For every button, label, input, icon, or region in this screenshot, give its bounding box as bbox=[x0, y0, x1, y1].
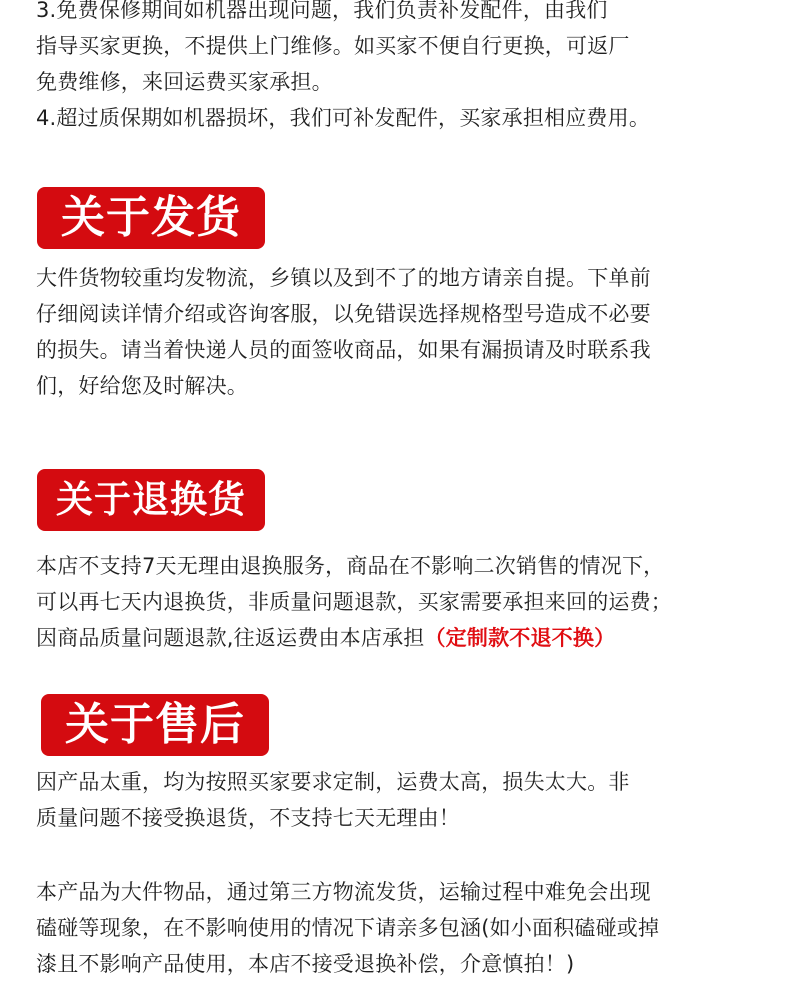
damage-line: 本产品为大件物品，通过第三方物流发货，运输过程中难免会出现 bbox=[36, 880, 651, 904]
returns-line: 可以再七天内退换货，非质量问题退款，买家需要承担来回的运费； bbox=[36, 590, 672, 614]
warranty-line-3: 3.免费保修期间如机器出现问题，我们负责补发配件，由我们 bbox=[36, 0, 608, 22]
returns-line: 本店不支持7天无理由退换服务，商品在不影响二次销售的情况下， bbox=[36, 554, 665, 578]
damage-line: 磕碰等现象，在不影响使用的情况下请亲多包涵(如小面积磕碰或掉 bbox=[36, 916, 660, 940]
warranty-line-4: 4.超过质保期如机器损坏，我们可补发配件，买家承担相应费用。 bbox=[36, 106, 651, 130]
returns-line: 因商品质量问题退款,往返运费由本店承担 bbox=[36, 626, 425, 650]
returns-heading-banner: 关于退换货 bbox=[37, 469, 265, 531]
aftersales-line: 质量问题不接受换退货，不支持七天无理由！ bbox=[36, 806, 460, 830]
aftersales-heading-banner: 关于售后 bbox=[41, 694, 269, 756]
aftersales-line: 因产品太重，均为按照买家要求定制，运费太高，损失太大。非 bbox=[36, 770, 630, 794]
warranty-line-3-end: 免费维修，来回运费买家承担。 bbox=[36, 70, 333, 94]
warranty-text bbox=[36, 0, 760, 136]
damage-line: 漆且不影响产品使用，本店不接受退换补偿，介意慎拍！) bbox=[36, 952, 575, 976]
aftersales-text bbox=[36, 764, 760, 836]
shipping-damage-text bbox=[36, 874, 760, 982]
shipping-line: 的损失。请当着快递人员的面签收商品，如果有漏损请及时联系我 bbox=[36, 338, 651, 362]
warranty-line-3-cont: 指导买家更换，不提供上门维修。如买家不便自行更换，可返厂 bbox=[36, 34, 630, 58]
custom-no-return-note: （定制款不退不换） bbox=[424, 626, 616, 650]
returns-line-with-note bbox=[36, 620, 760, 656]
shipping-line: 们，好给您及时解决。 bbox=[36, 374, 248, 398]
shipping-text bbox=[36, 260, 760, 404]
shipping-heading-banner: 关于发货 bbox=[37, 187, 265, 249]
shipping-line: 仔细阅读详情介绍或咨询客服，以免错误选择规格型号造成不必要 bbox=[36, 302, 651, 326]
shipping-line: 大件货物较重均发物流，乡镇以及到不了的地方请亲自提。下单前 bbox=[36, 266, 651, 290]
returns-text bbox=[36, 548, 760, 656]
